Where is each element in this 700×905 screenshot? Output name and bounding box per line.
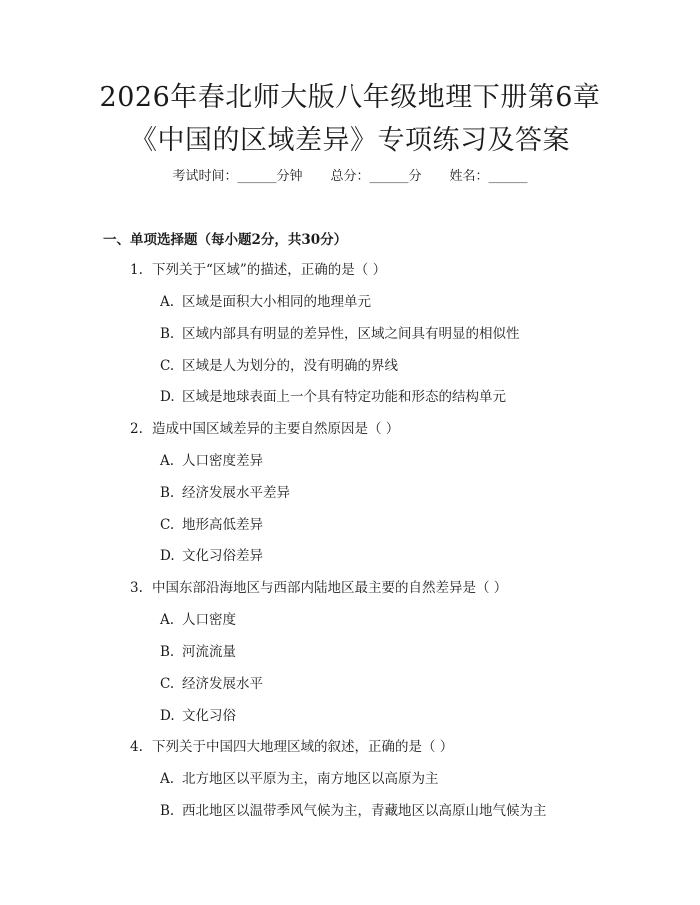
- option-text: 文化习俗: [182, 708, 236, 724]
- option-text: 西北地区以温带季风气候为主，青藏地区以高原山地气候为主: [182, 803, 547, 819]
- question-4-option-a: [160, 768, 439, 790]
- question-2: [130, 418, 399, 440]
- question-2-option-a: [160, 450, 263, 472]
- option-letter: B.: [160, 644, 175, 660]
- question-text: 造成中国区域差异的主要自然原因是（ ）: [152, 421, 400, 437]
- option-text: 区域是人为划分的，没有明确的界线: [182, 358, 398, 374]
- question-2-option-b: [160, 482, 290, 504]
- option-letter: D.: [160, 548, 175, 564]
- question-1-option-c: [160, 355, 398, 377]
- question-number: 2.: [130, 421, 143, 437]
- option-letter: C.: [160, 358, 175, 374]
- question-2-option-c: [160, 514, 263, 536]
- option-letter: B.: [160, 326, 175, 342]
- student-name-field: 姓名：______: [449, 169, 528, 184]
- exam-score-field: 总分：______分: [330, 169, 422, 184]
- option-letter: C.: [160, 676, 175, 692]
- exam-title-line2: 《中国的区域差异》专项练习及答案: [130, 125, 570, 156]
- option-text: 文化习俗差异: [182, 548, 263, 564]
- question-1-option-d: [160, 386, 506, 408]
- option-letter: A.: [160, 294, 175, 310]
- option-text: 经济发展水平: [182, 676, 263, 692]
- option-letter: C.: [160, 517, 175, 533]
- option-text: 地形高低差异: [182, 517, 263, 533]
- question-text: 下列关于“区域”的描述，正确的是（ ）: [152, 262, 387, 278]
- question-3-option-c: [160, 673, 263, 695]
- question-3-option-d: [160, 705, 236, 727]
- question-4-option-b: [160, 800, 547, 822]
- question-3-option-b: [160, 641, 236, 663]
- option-letter: D.: [160, 708, 175, 724]
- option-text: 区域是地球表面上一个具有特定功能和形态的结构单元: [182, 389, 506, 405]
- question-1: [130, 259, 386, 281]
- question-number: 4.: [130, 739, 143, 755]
- option-letter: B.: [160, 485, 175, 501]
- section-heading: 一、单项选择题（每小题2分，共30分）: [103, 232, 348, 248]
- option-text: 区域是面积大小相同的地理单元: [182, 294, 371, 310]
- option-text: 河流流量: [182, 644, 236, 660]
- question-2-option-d: [160, 545, 263, 567]
- option-letter: B.: [160, 803, 175, 819]
- question-3: [130, 577, 507, 599]
- question-4: [130, 736, 453, 758]
- exam-meta: [0, 166, 700, 188]
- question-text: 下列关于中国四大地理区域的叙述，正确的是（ ）: [152, 739, 454, 755]
- option-text: 经济发展水平差异: [182, 485, 290, 501]
- question-1-option-b: [160, 323, 520, 345]
- option-letter: A.: [160, 771, 175, 787]
- question-number: 3.: [130, 580, 143, 596]
- question-1-option-a: [160, 291, 371, 313]
- exam-time-field: 考试时间：______分钟: [172, 169, 303, 184]
- option-letter: A.: [160, 453, 175, 469]
- option-text: 区域内部具有明显的差异性，区域之间具有明显的相似性: [182, 326, 520, 342]
- exam-title-line1: 2026年春北师大版八年级地理下册第6章: [99, 82, 601, 113]
- question-number: 1.: [130, 262, 143, 278]
- option-text: 人口密度差异: [182, 453, 263, 469]
- option-letter: A.: [160, 612, 175, 628]
- option-text: 人口密度: [182, 612, 236, 628]
- question-3-option-a: [160, 609, 236, 631]
- option-letter: D.: [160, 389, 175, 405]
- question-text: 中国东部沿海地区与西部内陆地区最主要的自然差异是（ ）: [152, 580, 508, 596]
- option-text: 北方地区以平原为主，南方地区以高原为主: [182, 771, 439, 787]
